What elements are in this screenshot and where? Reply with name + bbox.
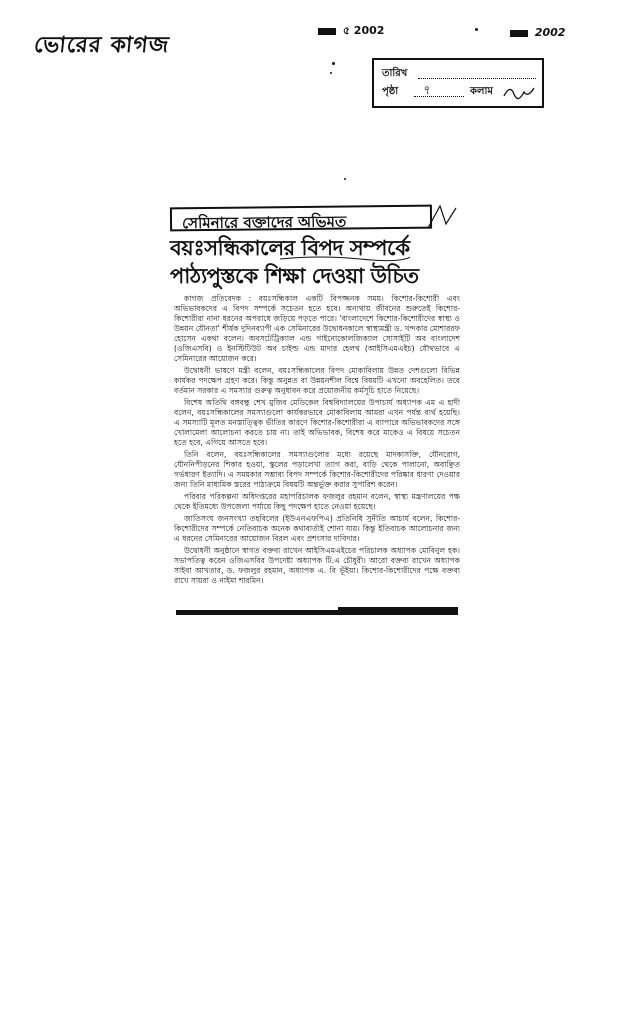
pen-mark xyxy=(426,202,460,232)
date-smudge xyxy=(510,30,528,37)
scan-speck xyxy=(332,62,335,65)
article-headline-line-2: পাঠ্যপুস্তকে শিক্ষা দেওয়া উচিত xyxy=(170,264,419,288)
stamp-handwriting-mark xyxy=(502,82,538,102)
date-stamp-center xyxy=(318,22,384,41)
kicker-box xyxy=(170,205,432,232)
stamp-page-label: পৃষ্ঠা xyxy=(382,86,399,97)
scan-speck xyxy=(344,178,346,180)
clipping-bottom-edge xyxy=(176,610,458,615)
archive-stamp xyxy=(372,58,544,108)
stamp-date-label: তারিখ xyxy=(382,68,408,79)
article-paragraph: উদ্বোধনী ভাষণে মন্ত্রী বলেন, বয়ঃসন্ধিকালের বিপদ মোকাবিলায় উন্নত দেশগুলো বিভিন্ন কার্যকর পদক্ষেপ গ্রহণ করে। কিন্তু অনুন্নত বা উন্নয়নশীল বিশ্বে বিষয়টি এখনো অবহেলিত। তবে বর্তমান সরকার এ সমস্যার গুরুত্ব অনুধাবন করে প্রয়োজনীয় কর্মসূচি হাতে নিয়েছে। xyxy=(174,366,460,395)
article-body xyxy=(174,294,460,604)
clipping-bottom-edge-thick xyxy=(338,607,458,610)
stamp-page-line xyxy=(414,96,464,97)
scan-speck xyxy=(475,28,478,31)
date-text: 2002 xyxy=(534,26,566,39)
date-stamp-right xyxy=(510,26,565,39)
stamp-column-label: কলাম xyxy=(470,86,493,97)
article-paragraph: উদ্বোধনী অনুষ্ঠানে স্বাগত বক্তব্য রাখেন আইসিএমএইচের পরিচালক অধ্যাপক মোবিনুল হক। সভাপতিত্ব করেন ওজিএসবির উপদেষ্টা অধ্যাপক টি.এ চৌধুরী। আরো বক্তব্য রাখেন অধ্যাপক সাইবা আখতার, ড. ফজলুর রহমান, অধ্যাপক এ. বি ভূঁইয়া। কিশোর-কিশোরীদের পক্ষে বক্তব্য রাখে সায়রা ও নাইমা শারমিন। xyxy=(174,546,460,585)
stamp-date-line xyxy=(418,78,536,79)
newspaper-clipping xyxy=(168,200,466,618)
article-kicker: সেমিনারে বক্তাদের অভিমত xyxy=(181,212,347,233)
date-smudge xyxy=(318,28,336,35)
article-paragraph: বিশেষ অতিথি বঙ্গবন্ধু শেখ মুজিব মেডিকেল বিশ্ববিদ্যালয়ের উপাচার্য অধ্যাপক এম এ হাদী বলেন, বয়ঃসন্ধিকালের সমস্যাগুলো কার্যকরভাবে মোকাবিলায় আমরা এখন পর্যন্ত ব্যর্থ হয়েছি। এ সমস্যাটি মূলত মনস্তাত্ত্বিক ভীতির কারণে কিশোর-কিশোরীরা এ ব্যাপারে অভিভাবকদের সঙ্গে খোলামেলা আলোচনা করতে চায় না। তাই অভিভাবক, বিশেষ করে মাকেও এ বিষয়ে সচেতন হতে হবে, এগিয়ে আসতে হবে। xyxy=(174,398,460,447)
scan-speck xyxy=(330,72,332,74)
stamp-page-value: ৭ xyxy=(422,83,430,97)
date-text: ৫ 2002 xyxy=(342,24,385,37)
article-paragraph: জাতিসংঘ জনসংখ্যা তহবিলের (ইউএনএফপিএ) প্রতিনিধি সুনীতি আচার্য বলেন, কিশোর-কিশোরীদের সম্পর্কে নেতিবাচক অনেক কথাবার্তাই শোনা যায়। কিন্তু ইতিবাচক আলোচনার জন্য এ ধরনের সেমিনারের আয়োজন বিরল এবং প্রশংসার দাবিদার। xyxy=(174,514,460,543)
article-paragraph: তিনি বলেন, বয়ঃসন্ধিকালের সমস্যাগুলোর মধ্যে রয়েছে মাদকাসক্তি, যৌনরোগ, যৌননিপীড়নের শিকার হওয়া, স্কুলের পড়ালেখা ত্যাগ করা, বাড়ি থেকে পালানো, অবাঞ্ছিত গর্ভধারণ ইত্যাদি। এ সময়কার সম্ভাব্য বিপদ সম্পর্কে কিশোর-কিশোরীদের পরিষ্কার ধারণা দেওয়ার জন্য তিনি মাধ্যমিক স্তরের পাঠ্যক্রমে বিষয়টি অন্তর্ভুক্ত করার সুপারিশ করেন। xyxy=(174,450,460,489)
newspaper-masthead: ভোরের কাগজ xyxy=(32,33,171,58)
article-paragraph: পরিবার পরিকল্পনা অধিদপ্তরের মহাপরিচালক ফজলুর রহমান বলেন, স্বাস্থ্য মন্ত্রণালয়ের পক্ষ থেকে ইতিমধ্যে উপজেলা পর্যায়ে কিছু পদক্ষেপ হাতে নেওয়া হয়েছে। xyxy=(174,492,460,511)
article-paragraph: কাগজ প্রতিবেদক : বয়ঃসন্ধিকাল একটি বিপজ্জনক সময়। কিশোর-কিশোরী এবং অভিভাবকদের এ বিপদ সম্পর্কে সচেতন হতে হবে। অন্যথায় জীবনের শুরুতেই কিশোর-কিশোরীরা নানা ধরনের অপরাধে জড়িয়ে পড়তে পারে। 'বাংলাদেশে কিশোর-কিশোরীদের স্বাস্থ্য ও উন্নয়ন যৌনতা' শীর্ষক দুদিনব্যাপী এক সেমিনারের উদ্বোধনকালে স্বাস্থ্যমন্ত্রী ড. খন্দকার মোশাররফ হোসেন একথা বলেন। অবসটেট্রিক্যাল এন্ড গাইনোকোলজিক্যাল সোসাইটি অব বাংলাদেশ (ওজিএসবি) ও ইনস্টিটিউট অব চাইল্ড এন্ড মাদার হেলথ (আইসিএমএইচ) যৌথভাবে এ সেমিনারের আয়োজন করে। xyxy=(174,294,460,363)
article-headline-line-1: বয়ঃসন্ধিকালের বিপদ সম্পর্কে xyxy=(170,236,410,260)
